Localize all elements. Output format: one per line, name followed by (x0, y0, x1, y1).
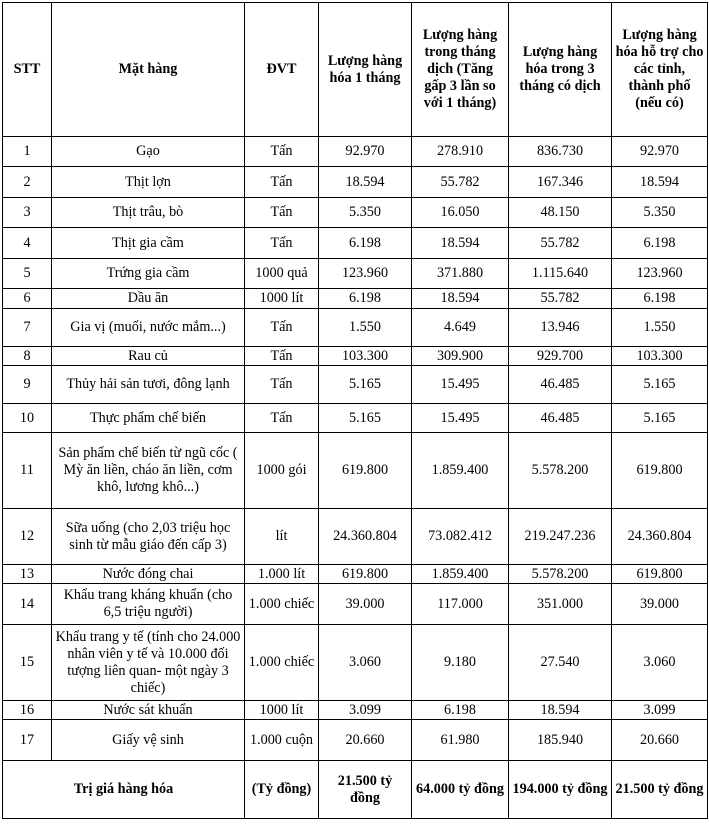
cell-unit: Tấn (245, 366, 319, 404)
cell-unit: 1000 lít (245, 701, 319, 720)
cell-three-months: 5.578.200 (509, 565, 612, 584)
cell-one-month: 3.099 (319, 701, 412, 720)
table-row (3, 309, 708, 347)
cell-support: 24.360.804 (612, 509, 708, 565)
cell-item: Thực phẩm chế biến (52, 404, 245, 433)
cell-support: 5.165 (612, 366, 708, 404)
header-one-month: Lượng hàng hóa 1 tháng (319, 3, 412, 137)
cell-epidemic-month: 16.050 (412, 198, 509, 228)
cell-support: 6.198 (612, 228, 708, 259)
cell-stt: 1 (3, 137, 52, 167)
cell-unit: Tấn (245, 198, 319, 228)
header-item: Mặt hàng (52, 3, 245, 137)
table-row (3, 565, 708, 584)
header-epidemic-month: Lượng hàng trong tháng dịch (Tăng gấp 3 lần so với 1 tháng) (412, 3, 509, 137)
cell-one-month: 6.198 (319, 228, 412, 259)
cell-three-months: 46.485 (509, 404, 612, 433)
cell-epidemic-month: 117.000 (412, 584, 509, 625)
cell-stt: 4 (3, 228, 52, 259)
cell-stt: 6 (3, 289, 52, 309)
cell-one-month: 3.060 (319, 625, 412, 701)
cell-three-months: 46.485 (509, 366, 612, 404)
cell-support: 92.970 (612, 137, 708, 167)
table-row (3, 228, 708, 259)
cell-three-months: 219.247.236 (509, 509, 612, 565)
cell-one-month: 6.198 (319, 289, 412, 309)
table-row (3, 259, 708, 289)
cell-one-month: 18.594 (319, 167, 412, 198)
cell-epidemic-month: 15.495 (412, 404, 509, 433)
cell-stt: 5 (3, 259, 52, 289)
table-row (3, 404, 708, 433)
cell-unit: 1.000 chiếc (245, 584, 319, 625)
cell-stt: 16 (3, 701, 52, 720)
cell-unit: 1.000 cuộn (245, 720, 319, 761)
cell-stt: 10 (3, 404, 52, 433)
cell-item: Sản phẩm chế biến từ ngũ cốc ( Mỳ ăn liền, cháo ăn liền, cơm khô, lương khô...) (52, 433, 245, 509)
header-unit: ĐVT (245, 3, 319, 137)
table-row (3, 198, 708, 228)
cell-three-months: 836.730 (509, 137, 612, 167)
table-row (3, 167, 708, 198)
cell-stt: 9 (3, 366, 52, 404)
cell-one-month: 619.800 (319, 565, 412, 584)
cell-three-months: 18.594 (509, 701, 612, 720)
cell-support: 20.660 (612, 720, 708, 761)
cell-support: 5.165 (612, 404, 708, 433)
cell-three-months: 55.782 (509, 228, 612, 259)
cell-three-months: 48.150 (509, 198, 612, 228)
table-row (3, 366, 708, 404)
cell-support: 103.300 (612, 347, 708, 366)
table-row (3, 347, 708, 366)
cell-item: Nước đóng chai (52, 565, 245, 584)
header-three-months: Lượng hàng hóa trong 3 tháng có dịch (509, 3, 612, 137)
cell-one-month: 619.800 (319, 433, 412, 509)
cell-item: Thịt gia cầm (52, 228, 245, 259)
cell-stt: 17 (3, 720, 52, 761)
cell-stt: 15 (3, 625, 52, 701)
cell-support: 18.594 (612, 167, 708, 198)
cell-one-month: 39.000 (319, 584, 412, 625)
cell-item: Dầu ăn (52, 289, 245, 309)
cell-one-month: 103.300 (319, 347, 412, 366)
cell-unit: 1.000 lít (245, 565, 319, 584)
cell-item: Trứng gia cầm (52, 259, 245, 289)
table-row (3, 137, 708, 167)
cell-stt: 2 (3, 167, 52, 198)
cell-unit: Tấn (245, 228, 319, 259)
table-row (3, 584, 708, 625)
cell-epidemic-month: 55.782 (412, 167, 509, 198)
cell-epidemic-month: 309.900 (412, 347, 509, 366)
cell-unit: 1000 gói (245, 433, 319, 509)
cell-three-months: 27.540 (509, 625, 612, 701)
cell-unit: Tấn (245, 347, 319, 366)
cell-epidemic-month: 73.082.412 (412, 509, 509, 565)
cell-item: Khẩu trang kháng khuẩn (cho 6,5 triệu người) (52, 584, 245, 625)
cell-item: Thịt trâu, bò (52, 198, 245, 228)
cell-item: Sữa uống (cho 2,03 triệu học sinh từ mẫu giáo đến cấp 3) (52, 509, 245, 565)
cell-epidemic-month: 4.649 (412, 309, 509, 347)
cell-epidemic-month: 15.495 (412, 366, 509, 404)
cell-item: Giấy vệ sinh (52, 720, 245, 761)
cell-three-months: 1.115.640 (509, 259, 612, 289)
cell-unit: 1000 lít (245, 289, 319, 309)
cell-support: 3.099 (612, 701, 708, 720)
cell-stt: 11 (3, 433, 52, 509)
cell-support: 123.960 (612, 259, 708, 289)
cell-one-month: 123.960 (319, 259, 412, 289)
cell-stt: 14 (3, 584, 52, 625)
header-row (3, 3, 708, 137)
cell-three-months: 929.700 (509, 347, 612, 366)
cell-unit: 1.000 chiếc (245, 625, 319, 701)
cell-epidemic-month: 18.594 (412, 289, 509, 309)
cell-stt: 7 (3, 309, 52, 347)
cell-unit: Tấn (245, 404, 319, 433)
cell-one-month: 24.360.804 (319, 509, 412, 565)
cell-one-month: 92.970 (319, 137, 412, 167)
cell-item: Thịt lợn (52, 167, 245, 198)
cell-epidemic-month: 1.859.400 (412, 433, 509, 509)
cell-stt: 3 (3, 198, 52, 228)
cell-epidemic-month: 9.180 (412, 625, 509, 701)
cell-item: Khẩu trang y tế (tính cho 24.000 nhân viên y tế và 10.000 đối tượng liên quan- một ngày 3 chiếc) (52, 625, 245, 701)
cell-stt: 12 (3, 509, 52, 565)
cell-item: Nước sát khuẩn (52, 701, 245, 720)
cell-unit: 1000 quả (245, 259, 319, 289)
table-row (3, 625, 708, 701)
cell-item: Gia vị (muối, nước mắm...) (52, 309, 245, 347)
cell-stt: 8 (3, 347, 52, 366)
header-stt: STT (3, 3, 52, 137)
cell-epidemic-month: 371.880 (412, 259, 509, 289)
cell-item: Rau củ (52, 347, 245, 366)
cell-one-month: 5.350 (319, 198, 412, 228)
cell-unit: Tấn (245, 309, 319, 347)
table-row (3, 433, 708, 509)
cell-three-months: 167.346 (509, 167, 612, 198)
cell-epidemic-month: 6.198 (412, 701, 509, 720)
table-row (3, 701, 708, 720)
table-row (3, 720, 708, 761)
total-label: Trị giá hàng hóa (3, 761, 245, 819)
cell-support: 3.060 (612, 625, 708, 701)
cell-one-month: 1.550 (319, 309, 412, 347)
cell-item: Gạo (52, 137, 245, 167)
cell-unit: lít (245, 509, 319, 565)
cell-epidemic-month: 18.594 (412, 228, 509, 259)
header-support: Lượng hàng hóa hỗ trợ cho các tỉnh, thành phố (nếu có) (612, 3, 708, 137)
cell-support: 619.800 (612, 433, 708, 509)
cell-support: 6.198 (612, 289, 708, 309)
cell-support: 1.550 (612, 309, 708, 347)
total-three-months: 194.000 tỷ đồng (509, 761, 612, 819)
cell-epidemic-month: 61.980 (412, 720, 509, 761)
total-row (3, 761, 708, 819)
cell-one-month: 5.165 (319, 404, 412, 433)
cell-item: Thủy hải sản tươi, đông lạnh (52, 366, 245, 404)
cell-three-months: 55.782 (509, 289, 612, 309)
cell-support: 619.800 (612, 565, 708, 584)
cell-three-months: 185.940 (509, 720, 612, 761)
cell-support: 39.000 (612, 584, 708, 625)
cell-unit: Tấn (245, 137, 319, 167)
table-row (3, 289, 708, 309)
total-support: 21.500 tỷ đồng (612, 761, 708, 819)
total-epidemic-month: 64.000 tỷ đồng (412, 761, 509, 819)
cell-support: 5.350 (612, 198, 708, 228)
cell-epidemic-month: 1.859.400 (412, 565, 509, 584)
cell-unit: Tấn (245, 167, 319, 198)
goods-table (2, 2, 708, 819)
total-unit: (Tỷ đồng) (245, 761, 319, 819)
cell-stt: 13 (3, 565, 52, 584)
cell-one-month: 5.165 (319, 366, 412, 404)
cell-three-months: 351.000 (509, 584, 612, 625)
total-one-month: 21.500 tỷ đồng (319, 761, 412, 819)
cell-one-month: 20.660 (319, 720, 412, 761)
cell-epidemic-month: 278.910 (412, 137, 509, 167)
cell-three-months: 13.946 (509, 309, 612, 347)
table-row (3, 509, 708, 565)
cell-three-months: 5.578.200 (509, 433, 612, 509)
